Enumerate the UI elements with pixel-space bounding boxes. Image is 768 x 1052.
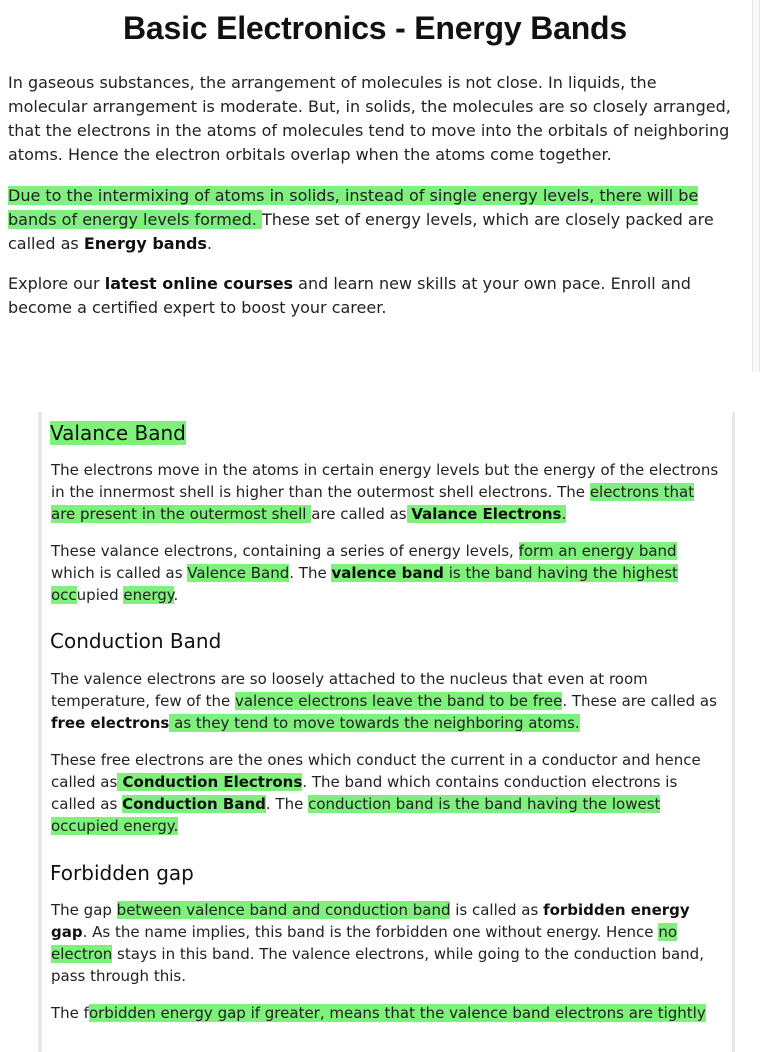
- highlight: between valence band and conduction band: [116, 901, 451, 919]
- courses-promo: [8, 272, 738, 320]
- text: .: [173, 586, 179, 604]
- text: These free electrons are the ones which conduct the current in a conductor and hence called as: [51, 751, 701, 791]
- term-conduction-electrons: Conduction Electrons: [117, 773, 303, 791]
- text: The gap: [51, 901, 117, 919]
- text: The valence electrons are so loosely attached to the nucleus that even at room temperature, few of the: [51, 670, 648, 710]
- text: The electrons move in the atoms in certain energy levels but the energy of the electrons in the innermost shell is higher than the outermost shell electrons. The: [51, 461, 719, 501]
- text: . The: [265, 795, 309, 813]
- term-conduction-band: Conduction Band: [122, 795, 266, 813]
- highlight: Valence Band: [187, 564, 290, 582]
- text: These valance electrons, containing a series of energy levels,: [51, 542, 519, 560]
- text: Explore our: [8, 274, 105, 293]
- text: upied: [76, 586, 124, 604]
- text: .: [561, 505, 567, 523]
- intro-paragraph-2: [8, 184, 738, 256]
- text: are called as: [311, 505, 407, 523]
- highlight: [117, 773, 302, 791]
- term-valence-band: valence band: [331, 564, 444, 582]
- highlight: form an energy band: [518, 542, 677, 560]
- forbidden-paragraph-2: [51, 1002, 723, 1024]
- term-free-electrons: free electrons: [51, 714, 170, 732]
- text: and learn new skills at your own pace. Enroll and become a certified expert to boost your career.: [8, 274, 691, 317]
- conduction-paragraph-2: [51, 749, 723, 837]
- term-forbidden-energy-gap: forbidden energy gap: [51, 901, 690, 941]
- intro-paragraph-1: In gaseous substances, the arrangement of molecules is not close. In liquids, the molecular arrangement is moderate. But, in solids, the molecules are so closely arranged, that the electrons in the atoms of molecules tend to move into the orbitals of neighboring atoms. Hence the electron orbitals overlap when the atoms come together.: [8, 73, 731, 164]
- section-heading-forbidden-gap: Forbidden gap: [50, 861, 194, 885]
- highlight: [122, 795, 266, 813]
- highlight: as they tend to move towards the neighboring atoms.: [169, 714, 580, 732]
- text: These set of energy levels, which are closely packed are called as: [8, 210, 714, 253]
- text: . The band which contains conduction electrons is called as: [51, 773, 678, 813]
- term-energy-bands: Energy bands: [83, 234, 207, 253]
- valance-paragraph-1: [51, 459, 723, 525]
- valance-paragraph-2: [51, 540, 723, 606]
- text: .: [206, 234, 213, 253]
- highlight: [51, 714, 169, 732]
- highlight: [407, 505, 567, 523]
- text: which is called as: [51, 564, 188, 582]
- section-heading-conduction-band: Conduction Band: [50, 629, 222, 653]
- text: stays in this band. The valence electrons, while going to the conduction band, pass through this.: [51, 945, 704, 985]
- text: is the band having the highest occ: [51, 564, 678, 604]
- courses-link[interactable]: latest online courses: [104, 274, 294, 293]
- text: is called as: [450, 901, 544, 919]
- forbidden-paragraph-1: [51, 899, 723, 987]
- section-heading-valance-band: [50, 421, 186, 445]
- highlight: Due to the intermixing of atoms in solids, instead of single energy levels, there will be bands of energy levels formed.: [8, 186, 699, 229]
- conduction-paragraph-1: [51, 668, 723, 734]
- scrollbar[interactable]: [752, 0, 760, 372]
- text: . The: [289, 564, 332, 582]
- highlight: conduction band is the band having the lowest occupied energy.: [51, 795, 661, 835]
- text: The f: [51, 1004, 89, 1022]
- page-title: Basic Electronics - Energy Bands: [122, 10, 627, 46]
- highlight: valence electrons leave the band to be free: [234, 692, 563, 710]
- text: . As the name implies, this band is the forbidden one without energy. Hence: [82, 923, 659, 941]
- highlight: electrons that are present in the outermost shell: [51, 483, 695, 523]
- highlight: Valance Band: [50, 421, 186, 445]
- highlight: energy: [123, 586, 174, 604]
- highlight: no electron: [51, 923, 677, 963]
- text: . These are called as: [562, 692, 717, 710]
- term-valance-electrons: Valance Electrons: [411, 505, 562, 523]
- highlight: orbidden energy gap if greater, means that the valence band electrons are tightly: [88, 1004, 706, 1022]
